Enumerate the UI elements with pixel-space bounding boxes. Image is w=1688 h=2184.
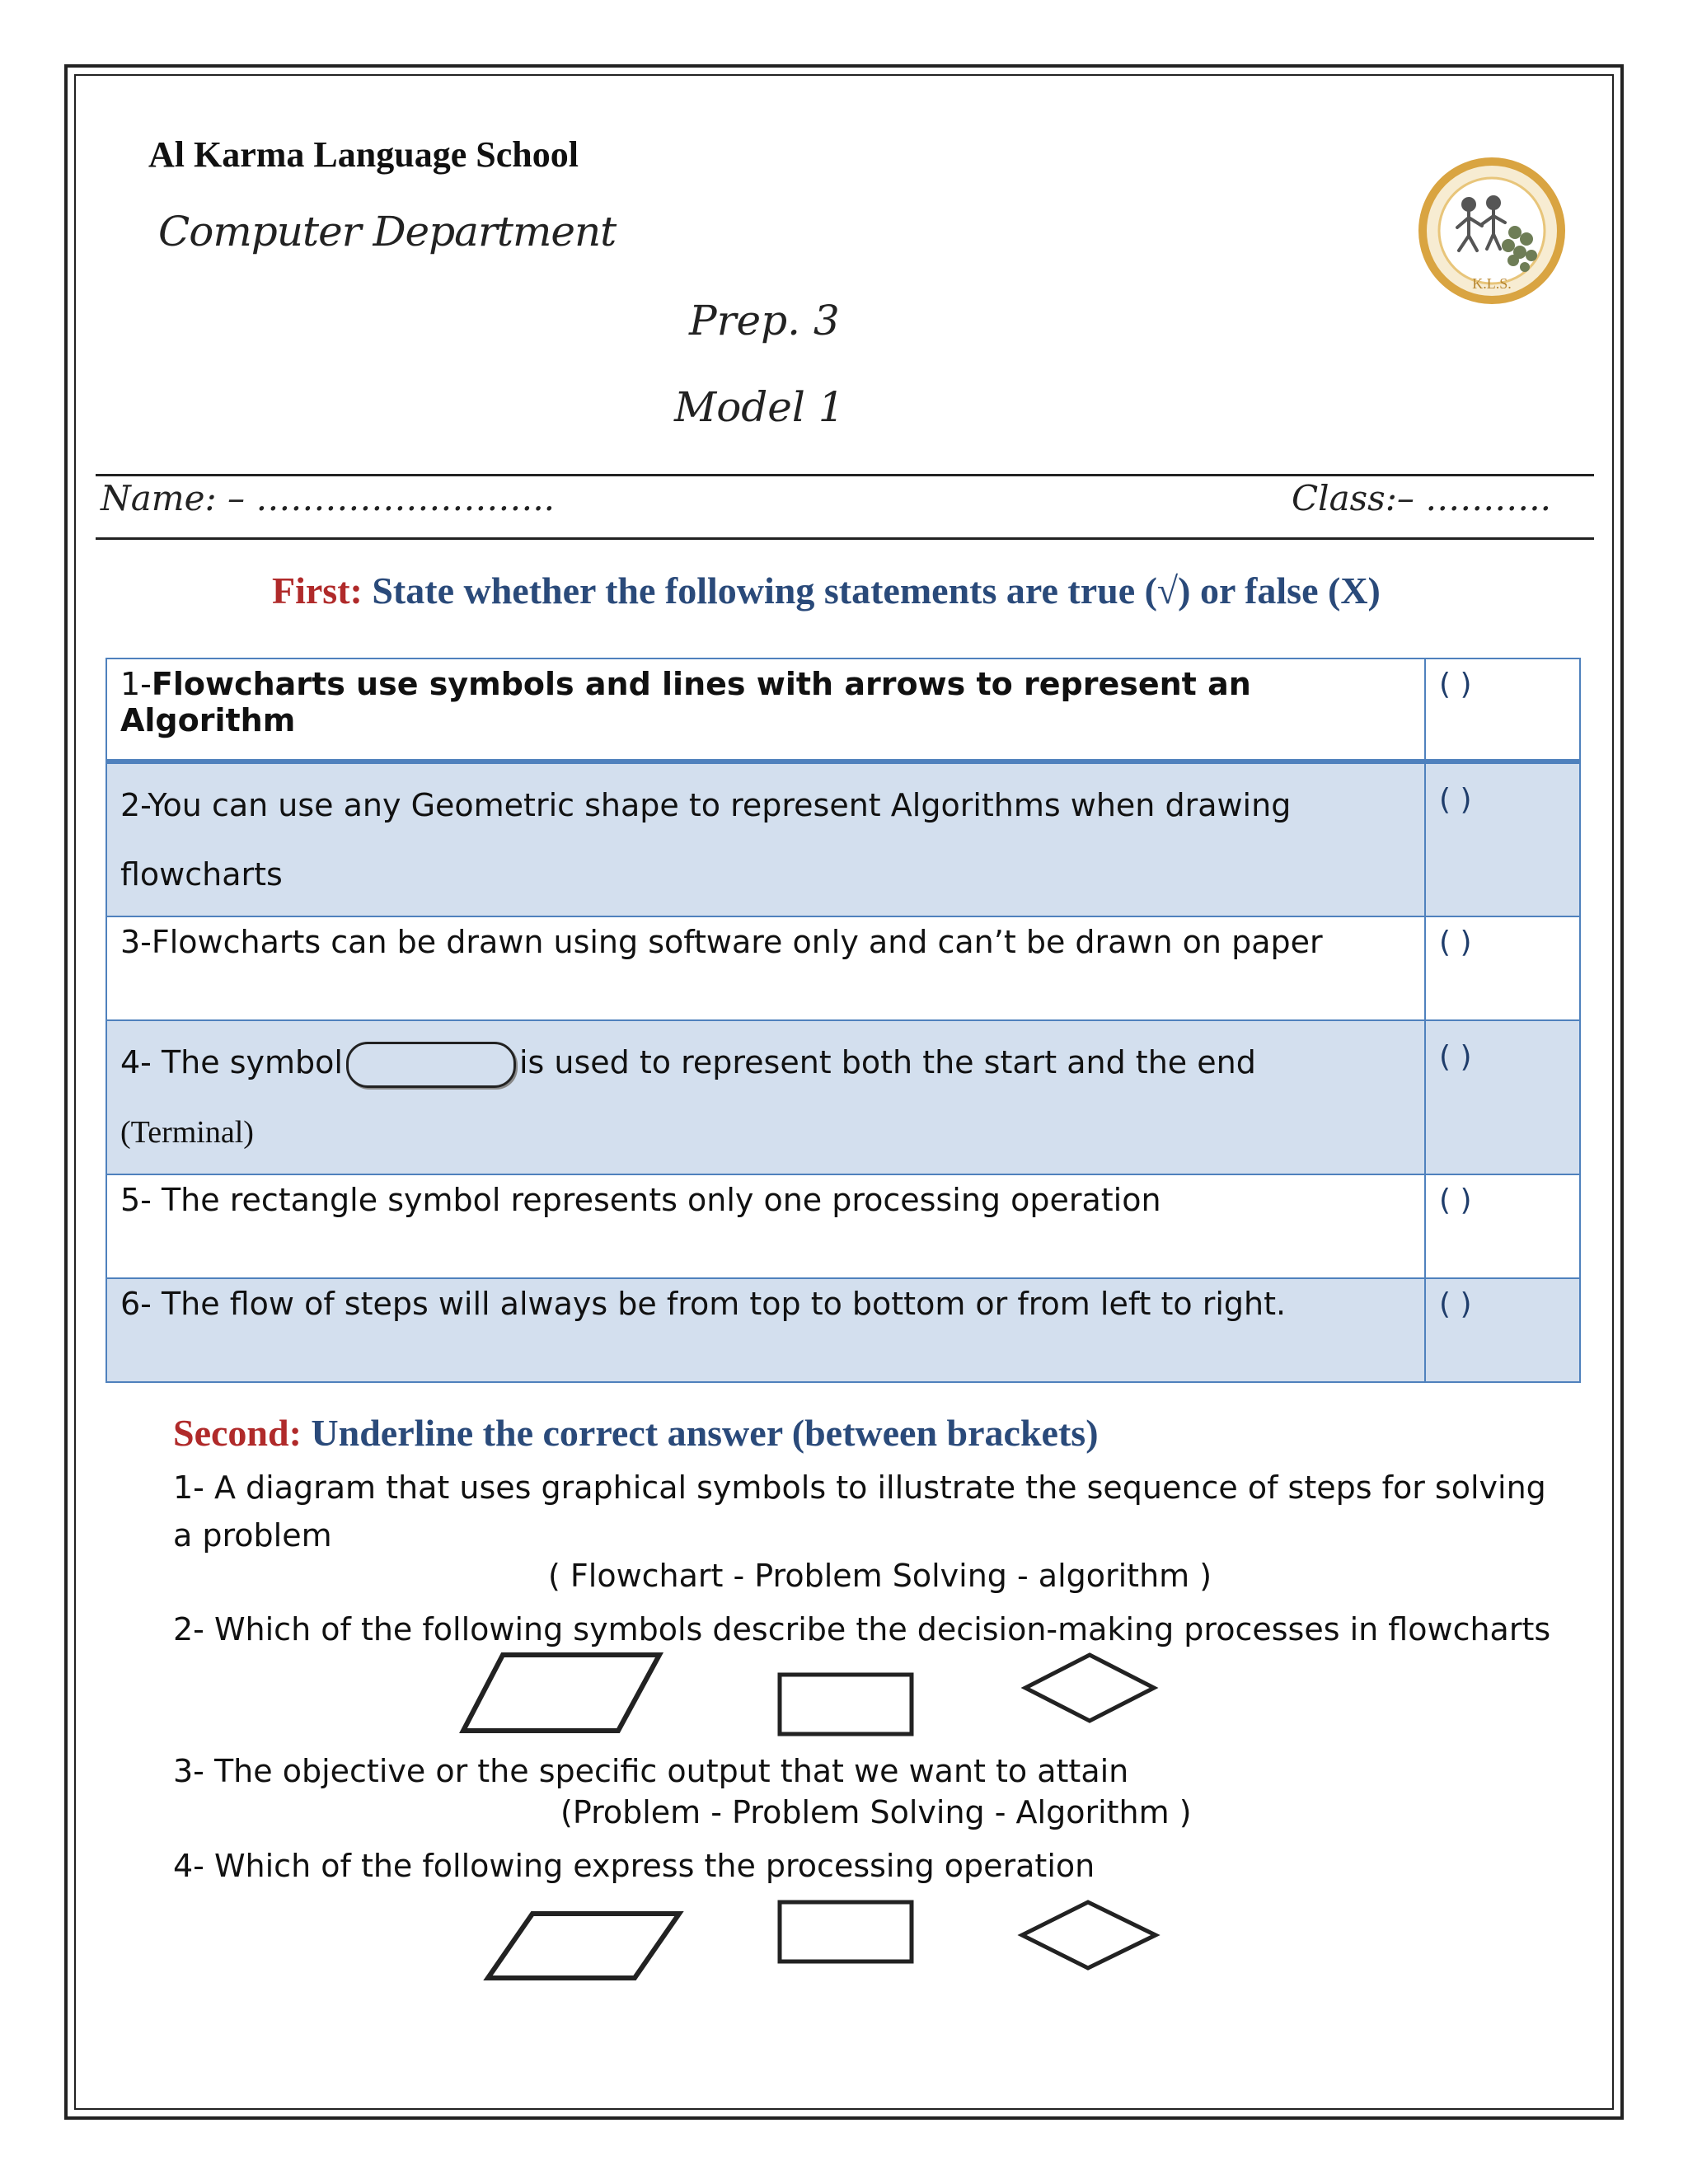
header-rule-bottom xyxy=(96,537,1594,540)
question-4: 4- Which of the following express the processing operation xyxy=(173,1848,1095,1884)
answer-brackets: ( ) xyxy=(1425,762,1580,916)
answer-brackets: ( ) xyxy=(1425,1174,1580,1278)
question-4-symbols xyxy=(486,1896,1195,1994)
section-second-heading xyxy=(173,1411,1099,1455)
department-name: Computer Department xyxy=(158,208,617,255)
true-false-table xyxy=(106,658,1581,1383)
statement-cell: 6- The flow of steps will always be from top to bottom or from left to right. xyxy=(106,1278,1425,1382)
table-row xyxy=(106,916,1580,1020)
statement-number: 1- xyxy=(120,666,152,702)
section-second-instruction: Underline the correct answer (between brackets) xyxy=(311,1412,1099,1454)
table-row xyxy=(106,1020,1580,1174)
answer-brackets: ( ) xyxy=(1425,916,1580,1020)
table-row xyxy=(106,658,1580,762)
table-row xyxy=(106,1278,1580,1382)
diamond-icon xyxy=(1025,1655,1154,1721)
section-first-label: First: xyxy=(272,569,363,612)
school-name: Al Karma Language School xyxy=(148,134,579,175)
diamond-icon xyxy=(1022,1902,1156,1968)
header-rule-top xyxy=(96,474,1594,476)
parallelogram-icon xyxy=(488,1914,679,1978)
question-1: 1- A diagram that uses graphical symbols to illustrate the sequence of steps for solving a problem xyxy=(173,1469,1546,1554)
statement-cell xyxy=(106,658,1425,762)
question-3-options: (Problem - Problem Solving - Algorithm ) xyxy=(560,1794,1192,1830)
rectangle-icon xyxy=(780,1675,912,1734)
answer-brackets: ( ) xyxy=(1425,658,1580,762)
statement-cell: 5- The rectangle symbol represents only one processing operation xyxy=(106,1174,1425,1278)
statement-cell xyxy=(106,1020,1425,1174)
section-first-heading xyxy=(272,569,1381,612)
statement-cell: 3-Flowcharts can be drawn using software only and can’t be drawn on paper xyxy=(106,916,1425,1020)
statement-text: 4- The symbol xyxy=(120,1044,343,1080)
student-class-field: Class:– ……….. xyxy=(1292,478,1551,518)
question-3: 3- The objective or the specific output that we want to attain xyxy=(173,1753,1129,1789)
section-second-label: Second: xyxy=(173,1412,302,1454)
table-row xyxy=(106,762,1580,916)
statement-cell: 2-You can use any Geometric shape to represent Algorithms when drawing flowcharts xyxy=(106,762,1425,916)
model-label: Model 1 xyxy=(674,383,845,431)
parallelogram-icon xyxy=(463,1655,659,1731)
logo-initials: K.L.S. xyxy=(1472,275,1512,292)
school-logo xyxy=(1418,157,1566,305)
rectangle-icon xyxy=(780,1902,912,1961)
answer-brackets: ( ) xyxy=(1425,1278,1580,1382)
table-row xyxy=(106,1174,1580,1278)
answer-brackets: ( ) xyxy=(1425,1020,1580,1174)
statement-text: Flowcharts use symbols and lines with arrows to represent an Algorithm xyxy=(120,666,1251,738)
symbol-note: (Terminal) xyxy=(120,1115,254,1150)
section-first-instruction: State whether the following statements are true (√) or false (X) xyxy=(372,569,1381,612)
question-2: 2- Which of the following symbols describe the decision-making processes in flowcharts xyxy=(173,1611,1551,1647)
question-2-symbols xyxy=(462,1648,1170,1747)
terminal-symbol-icon xyxy=(346,1042,516,1088)
statement-text: is used to represent both the start and the end xyxy=(518,1044,1256,1080)
student-name-field: Name: – …………………….. xyxy=(101,478,556,518)
question-1-options: ( Flowchart - Problem Solving - algorithm ) xyxy=(548,1558,1212,1594)
grade-label: Prep. 3 xyxy=(689,297,840,344)
